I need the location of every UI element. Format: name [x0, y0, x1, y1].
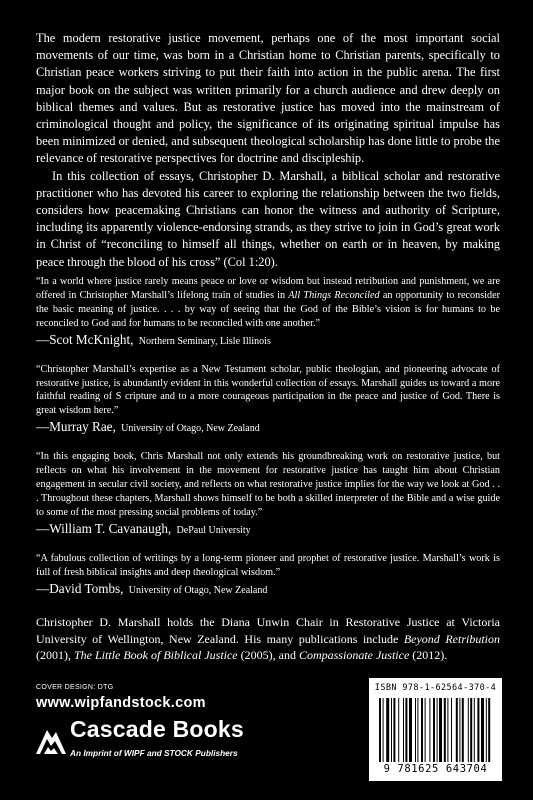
endorsement-text: “Christopher Marshall’s expertise as a New Testament scholar, public theologian, and pioneering advocate of restorative justice, is abundantly evident in this wonderful collection of essays. Marshall guides us toward a more faithful reading of S cripture and to a more courageous participation in the peace and justice of God. There is great wisdom here.”	[36, 363, 500, 417]
endorser-name: —Murray Rae,	[36, 419, 116, 435]
cover-design-credit: COVER DESIGN: DTG	[36, 684, 114, 691]
author-bio-text: Christopher D. Marshall holds the Diana Unwin Chair in Restorative Justice at Victoria University of Wellington, New Zealand. His many publications include Beyond Retribution (2001), The Little Book of Biblical Justice (2005), and Compassionate Justice (2012).	[36, 615, 500, 662]
endorsement-attribution	[36, 332, 500, 350]
mountain-logo-icon	[36, 720, 66, 761]
endorser-name: —Scot McKnight,	[36, 331, 134, 347]
endorsement-text: “In this engaging book, Chris Marshall not only extends his groundbreaking work on restorative justice, but reflects on what his involvement in the movement for restorative justice has taught him about Christian engagement in secular civil society, and reflects on what restorative justice implies for the way we look at God . . . Throughout these chapters, Marshall shows himself to be both a skilled interpreter of the Bible and a wise guide to some of the most pressing social problems of today.”	[36, 451, 500, 518]
barcode-bar	[393, 698, 395, 762]
barcode-bar	[433, 698, 435, 762]
barcode-bar	[437, 698, 438, 762]
publisher-brand: Cascade Books	[70, 716, 244, 742]
barcode-bar	[462, 698, 464, 762]
publisher-imprint: An Imprint of WIPF and STOCK Publishers	[70, 748, 238, 758]
barcode-bar	[405, 698, 407, 762]
barcode-bar	[409, 698, 412, 762]
barcode-bar	[425, 698, 426, 762]
barcode-bar	[386, 698, 389, 762]
barcode-bar	[470, 698, 472, 762]
description	[36, 30, 500, 271]
endorser-affiliation: University of Otago, New Zealand	[128, 584, 268, 596]
endorsement	[36, 363, 500, 438]
barcode-bar	[444, 698, 446, 762]
endorsement	[36, 275, 500, 350]
barcode-bar	[447, 698, 448, 762]
endorsement-attribution	[36, 419, 500, 437]
author-bio	[36, 614, 500, 664]
endorsement-attribution	[36, 581, 500, 599]
barcode-bar	[429, 698, 430, 762]
endorser-affiliation: University of Otago, New Zealand	[121, 423, 260, 435]
description-paragraph-2: In this collection of essays, Christopher D. Marshall, a biblical scholar and restorative practitioner who has devoted his career to exploring the relationship between the two fields, considers how peacemaking Christians can honor the witness and authority of Scripture, including its apparently violence-endorsing strands, as they strive to join in God’s great work in Christ of “reconciling to himself all things, whether on earth or in heaven, by making peace through the blood of his cross” (Col 1:20).	[36, 168, 500, 269]
barcode-bars	[379, 698, 492, 762]
publisher-website: www.wipfandstock.com	[36, 695, 206, 711]
isbn-number: ISBN 978-1-62564-370-4	[374, 683, 497, 693]
barcode-bar	[439, 698, 442, 762]
isbn-barcode	[369, 678, 502, 781]
barcode-bar	[477, 698, 479, 762]
endorsement-attribution	[36, 521, 500, 539]
book-title: The Little Book of Biblical Justice	[74, 648, 238, 662]
endorsement-text: “A fabulous collection of writings by a long-term pioneer and prophet of restorative justice. Marshall’s work is full of fresh biblical insights and deep theological wisdom.”	[36, 552, 500, 578]
endorsement	[36, 450, 500, 539]
endorser-affiliation: DePaul University	[176, 524, 251, 536]
barcode-bar	[474, 698, 475, 762]
endorsements	[36, 275, 500, 612]
ean-number: 9 781625 643704	[383, 763, 488, 775]
barcode-bar	[383, 698, 384, 762]
barcode-bar	[421, 698, 423, 762]
barcode-bar	[451, 698, 452, 762]
barcode-bar	[398, 698, 399, 762]
book-title: Beyond Retribution	[403, 631, 500, 646]
barcode-bar	[403, 698, 404, 762]
endorser-affiliation: Northern Seminary, Lisle Illinois	[138, 335, 271, 347]
barcode-bar	[415, 698, 416, 762]
barcode-bar	[379, 698, 381, 762]
barcode-bar	[468, 698, 469, 762]
barcode-bar	[459, 698, 460, 762]
barcode-bar	[481, 698, 484, 762]
barcode-bar	[486, 698, 487, 762]
book-title: Compassionate Justice	[298, 648, 410, 662]
endorsement	[36, 552, 500, 599]
endorser-name: —William T. Cavanaugh,	[36, 520, 172, 536]
barcode-bar	[488, 698, 490, 762]
barcode-bar	[456, 698, 458, 762]
endorser-name: —David Tombs,	[36, 580, 124, 596]
barcode-bar	[417, 698, 418, 762]
description-paragraph-1: The modern restorative justice movement, perhaps one of the most important social movements of our time, was born in a Christian home to Christian parents, specifically to Christian peace workers striving to put their faith into action in the public arena. The first major book on the subject was written primarily for a church audience and drew deeply on biblical themes and values. But as restorative justice has moved into the mainstream of criminological thought and policy, the significance of its originating spiritual impulse has been minimized or denied, and subsequent theological scholarship has done little to probe the relevance of restorative perspectives for doctrine and discipleship.	[36, 31, 500, 166]
publisher-logo	[36, 714, 276, 766]
book-title: All Things Reconciled	[288, 289, 380, 301]
barcode-bar	[391, 698, 392, 762]
endorsement-text: “In a world where justice rarely means peace or love or wisdom but instead retribution and punishment, we are offered in Christopher Marshall’s lifelong train of studies in All Things Reconciled an opportunity to reconsider the basic meaning of justice. . . . by way of seeing that the God of the Bible’s vision is for humans to be reconciled to God and for humans to be reconciled with one another.”	[36, 276, 501, 329]
